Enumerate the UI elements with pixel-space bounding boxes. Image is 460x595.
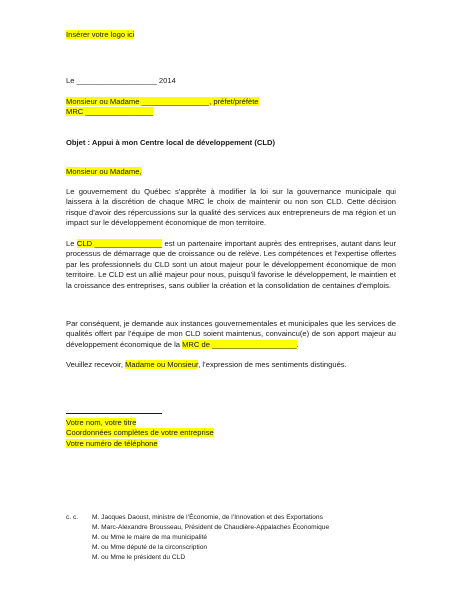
salutation-text: Monsieur ou Madame, [66, 167, 142, 176]
cc-label: c. c. [66, 514, 79, 521]
cc-recipient: M. Marc-Alexandre Brousseau, Président de Chaudière-Appalaches Économique [92, 524, 330, 531]
signature-name-title: Votre nom, votre titre [66, 418, 137, 427]
logo-placeholder-text: Insérer votre logo ici [66, 30, 135, 39]
subject-line: Objet : Appui à mon Centre local de développement (CLD) [66, 138, 275, 147]
recipient-name: Monsieur ou Madame [66, 97, 142, 106]
paragraph-2-prefix: Le [66, 239, 77, 248]
paragraph-1: Le gouvernement du Québec s’apprête à modifier la loi sur la gouvernance municipale qui laissera à la discrétion de chaque MRC le choix de maintenir ou non son CLD. Cette décision risque d’avoir des répercussions sur la qualité des services aux entrepreneurs de ma région et un impact sur le développement économique de mon territoire. [66, 187, 396, 228]
signature-phone: Votre numéro de téléphone [66, 438, 158, 448]
cc-recipient: M. ou Mme le maire de ma municipalité [92, 534, 208, 541]
recipient-line-1 [66, 97, 396, 107]
signature-block [66, 418, 396, 449]
recipient-mrc-label: MRC [66, 107, 86, 117]
cc-recipient: M. ou Mme le président du CLD [92, 554, 186, 561]
closing-suffix: , l’expression de mes sentiments distingués. [198, 360, 347, 369]
cc-recipients [92, 513, 406, 563]
paragraph-3-text: Par conséquent, je demande aux instances gouvernementales et municipales que les services de qualités offert par l’équipe de mon CLD soient maintenus, convaincu(e) de son apport majeur au développement économique de la [66, 319, 396, 349]
signature-line [66, 413, 162, 414]
date-prefix: Le [66, 76, 77, 85]
cc-recipient: M. Jacques Daoust, ministre de l’Économie, de l’Innovation et des Exportations [92, 514, 323, 521]
closing-prefix: Veuillez recevoir, [66, 360, 126, 369]
paragraph-2 [66, 239, 396, 291]
recipient-name-blank: ________________ [141, 97, 210, 106]
recipient-block [66, 97, 396, 118]
paragraph-3 [66, 319, 396, 350]
recipient-title: , préfet/préfète [209, 97, 259, 106]
recipient-line-2 [66, 107, 396, 117]
recipient-mrc-blank: ________________ [85, 107, 153, 117]
mrc-placeholder: MRC de ____________________ [182, 339, 297, 349]
paragraph-2-rest: est un partenaire important auprès des entreprises, autant dans leur processus de démarrage que de croissance ou de relève. Les compétences et l’expertise offertes par les professionnels du CLD sont un atout majeur pour le développement économique de mon territoire. Le CLD est un allié majeur pour nous, puisqu’il favorise le développement, le maintien et la croissance des entreprises, sans oublier la création et la consolidation de centaines d’emplois. [66, 239, 397, 290]
date-year: 2014 [156, 76, 176, 85]
closing-highlight: Madame ou Monsieur [125, 360, 199, 369]
closing-line [66, 360, 396, 370]
date-line [66, 76, 396, 86]
cld-placeholder: CLD ________________ [76, 239, 163, 248]
salutation [66, 167, 396, 177]
date-blank: ___________________ [76, 76, 157, 85]
logo-placeholder [66, 30, 396, 40]
signature-company: Coordonnées complètes de votre entreprise [66, 428, 214, 438]
cc-recipient: M. ou Mme député de la circonscription [92, 544, 208, 551]
paragraph-3-end: . [296, 339, 299, 349]
